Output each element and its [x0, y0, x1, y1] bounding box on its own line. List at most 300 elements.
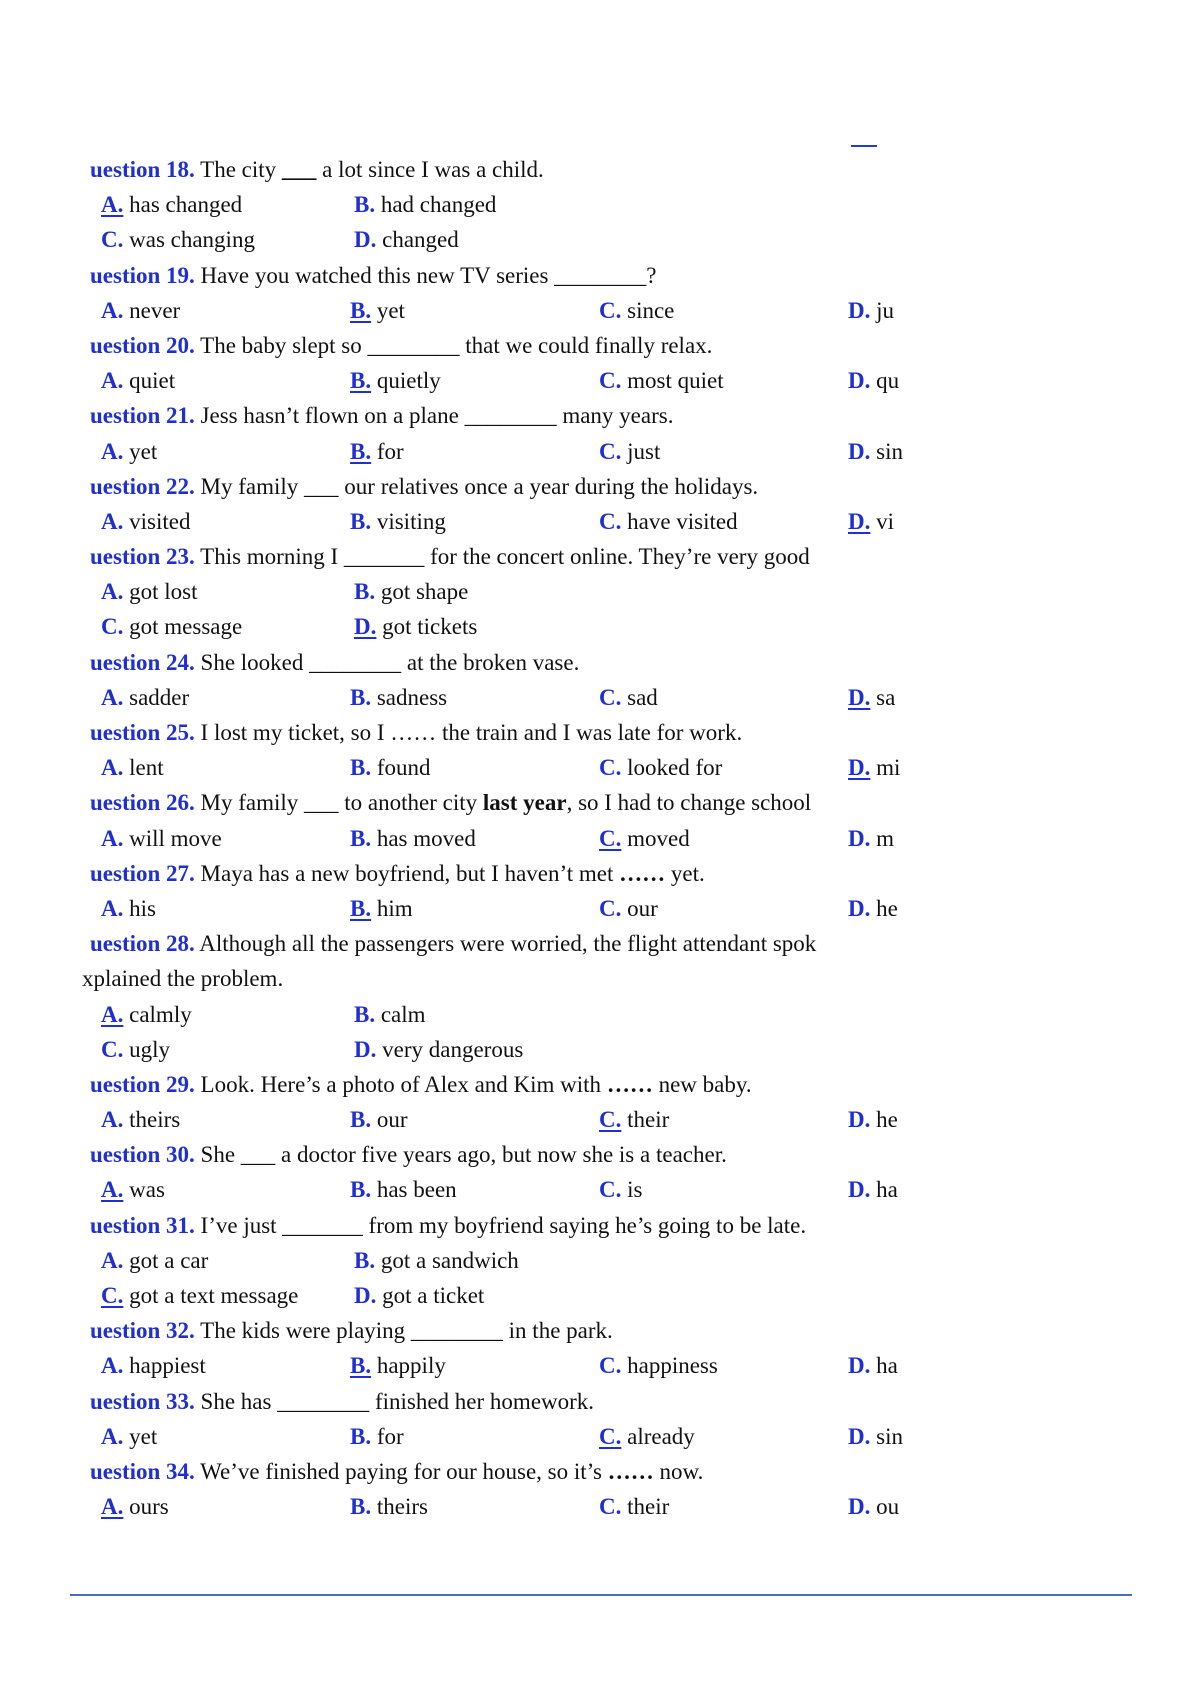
question-stem: [90, 785, 1130, 820]
question-text: Jess hasn’t flown on a plane ________ many years.: [200, 403, 674, 429]
option-text: ju: [876, 297, 895, 323]
answer-option[interactable]: [101, 293, 350, 328]
option-letter: C.: [599, 1177, 622, 1203]
question-number: uestion 18.: [90, 157, 195, 182]
question-stem: [90, 1137, 1130, 1172]
option-letter-correct: B.: [350, 368, 372, 394]
option-text: qu: [876, 368, 900, 394]
answer-option[interactable]: [101, 1489, 350, 1524]
options-row: [101, 363, 1130, 398]
options-row: [101, 821, 1130, 856]
option-letter: C.: [599, 368, 622, 394]
question-block: [90, 645, 1130, 715]
question-text: She looked ________ at the broken vase.: [200, 649, 580, 675]
option-text: had changed: [380, 192, 497, 218]
answer-option[interactable]: [101, 434, 350, 469]
option-text: quiet: [129, 368, 176, 394]
option-letter-correct: A.: [101, 1177, 124, 1203]
option-letter: B.: [350, 1177, 372, 1203]
question-block: [90, 1454, 1130, 1524]
answer-option[interactable]: [101, 574, 354, 609]
question-number: uestion 23.: [90, 544, 195, 570]
options-row: [101, 1032, 1130, 1067]
option-letter: C.: [101, 614, 124, 640]
question-block: [90, 539, 1130, 645]
options-row: [101, 1419, 1130, 1454]
question-number: uestion 20.: [90, 332, 195, 358]
answer-option[interactable]: [101, 891, 350, 926]
option-letter: C.: [599, 1494, 622, 1520]
option-letter-correct: C.: [599, 1107, 622, 1133]
option-text: he: [876, 895, 898, 921]
question-stem: [90, 715, 1130, 750]
question-number: uestion 21.: [90, 403, 195, 429]
option-letter: B.: [350, 1423, 372, 1449]
answer-option[interactable]: [101, 680, 350, 715]
answer-option[interactable]: [599, 363, 848, 398]
option-text: sadder: [129, 684, 190, 710]
option-letter: B.: [350, 825, 372, 851]
option-text: his: [129, 895, 156, 921]
answer-option[interactable]: [350, 750, 599, 785]
answer-option[interactable]: [350, 504, 599, 539]
options-row: [101, 750, 1130, 785]
answer-option[interactable]: [350, 1102, 599, 1137]
question-text: My family ___ to another city: [200, 790, 483, 816]
option-text: already: [627, 1423, 695, 1449]
options-row: [101, 1489, 1130, 1524]
question-text: a lot since I was a child.: [316, 157, 544, 182]
option-letter: B.: [354, 1247, 376, 1273]
question-stem: [90, 469, 1130, 504]
option-text: lent: [129, 755, 164, 781]
answer-option[interactable]: [599, 680, 848, 715]
option-letter: A.: [101, 368, 124, 394]
option-letter: A.: [101, 1107, 124, 1133]
option-text: got a text message: [129, 1283, 299, 1308]
question-text: Although all the passengers were worried, the flight attendant spok: [199, 931, 817, 957]
option-letter: A.: [101, 1423, 124, 1449]
options-row: [101, 1278, 1130, 1313]
option-text: sadness: [376, 684, 448, 710]
question-text-continuation: xplained the problem.: [82, 966, 284, 992]
question-text: Look. Here’s a photo of Alex and Kim with: [200, 1071, 607, 1097]
option-letter-correct: A.: [101, 1494, 124, 1520]
option-letter: D.: [848, 438, 871, 464]
answer-option[interactable]: [848, 434, 903, 469]
question-text: last year: [482, 790, 567, 816]
answer-option[interactable]: [354, 574, 468, 609]
option-text: ha: [876, 1353, 898, 1379]
question-number: uestion 22.: [90, 473, 195, 499]
option-letter-correct: C.: [101, 1283, 124, 1308]
option-letter: A.: [101, 895, 124, 921]
question-block: [90, 1384, 1130, 1454]
question-text: , so I had to change school: [566, 790, 812, 816]
question-stem: [90, 1208, 1130, 1243]
answer-option[interactable]: [599, 434, 848, 469]
option-text: yet: [129, 438, 158, 464]
option-letter: B.: [354, 579, 376, 605]
option-letter: D.: [848, 297, 871, 323]
option-letter: D.: [848, 895, 871, 921]
option-letter: D.: [354, 227, 377, 253]
option-letter: D.: [848, 1177, 871, 1203]
question-number: uestion 24.: [90, 649, 195, 675]
question-number: uestion 28.: [90, 931, 195, 957]
answer-option[interactable]: [350, 891, 599, 926]
option-text: vi: [876, 508, 895, 534]
option-letter: A.: [101, 1247, 124, 1273]
option-text: their: [627, 1107, 670, 1133]
question-stem: [90, 1067, 1130, 1102]
answer-option[interactable]: [101, 1278, 354, 1313]
option-letter: C.: [599, 755, 622, 781]
option-text: our: [627, 895, 658, 921]
option-text: happiest: [129, 1353, 206, 1379]
answer-option[interactable]: [354, 187, 496, 222]
option-text: sa: [876, 684, 896, 710]
answer-option[interactable]: [101, 504, 350, 539]
option-text: ugly: [129, 1036, 171, 1062]
option-letter: B.: [350, 1107, 372, 1133]
option-text: ou: [876, 1494, 900, 1520]
option-text: since: [627, 297, 675, 323]
option-text: has been: [376, 1177, 457, 1203]
option-text: sad: [627, 684, 658, 710]
option-text: have visited: [627, 508, 738, 534]
option-letter-correct: D.: [354, 614, 377, 640]
answer-option[interactable]: [350, 821, 599, 856]
question-text: This morning I _______ for the concert online. They’re very good: [200, 544, 810, 570]
question-stem: [90, 645, 1130, 680]
option-letter-correct: C.: [599, 1423, 622, 1449]
option-letter: D.: [848, 1107, 871, 1133]
question-number: uestion 31.: [90, 1212, 195, 1238]
question-block: [90, 715, 1130, 785]
answer-option[interactable]: [101, 1032, 354, 1067]
option-letter: C.: [599, 508, 622, 534]
answer-option[interactable]: [350, 1348, 599, 1383]
answer-option[interactable]: [848, 504, 894, 539]
question-text: The city: [200, 157, 282, 182]
footer-rule: [70, 1594, 1132, 1596]
answer-option[interactable]: [354, 1032, 523, 1067]
answer-option[interactable]: [354, 222, 459, 257]
option-text: moved: [627, 825, 690, 851]
option-letter-correct: D.: [848, 755, 871, 781]
question-block: [90, 1067, 1130, 1137]
answer-option[interactable]: [599, 891, 848, 926]
options-row: [101, 1102, 1130, 1137]
question-number: uestion 30.: [90, 1142, 195, 1168]
option-text: got a ticket: [382, 1283, 485, 1308]
option-text: theirs: [376, 1494, 428, 1520]
answer-option[interactable]: [354, 997, 426, 1032]
question-text: She has ________ finished her homework.: [200, 1388, 595, 1414]
question-text: We’ve finished paying for our house, so it’s: [200, 1458, 608, 1484]
answer-option[interactable]: [848, 891, 898, 926]
question-block: [90, 856, 1130, 926]
option-letter-correct: B.: [350, 1353, 372, 1379]
question-text: My family ___ our relatives once a year during the holidays.: [200, 473, 759, 499]
answer-option[interactable]: [350, 293, 599, 328]
question-text: Have you watched this new TV series ________?: [200, 262, 657, 288]
question-text: now.: [653, 1458, 704, 1484]
question-number: uestion 26.: [90, 790, 195, 816]
option-text: calmly: [129, 1001, 192, 1027]
option-text: has changed: [129, 192, 243, 218]
option-letter: C.: [599, 438, 622, 464]
answer-option[interactable]: [101, 609, 354, 644]
option-letter: D.: [848, 368, 871, 394]
option-text: sin: [876, 438, 903, 464]
option-letter: A.: [101, 508, 124, 534]
option-text: got lost: [129, 579, 198, 605]
option-text: got tickets: [382, 614, 478, 640]
answer-option[interactable]: [350, 363, 599, 398]
answer-option[interactable]: [350, 1419, 599, 1454]
answer-option[interactable]: [599, 1102, 848, 1137]
option-text: happily: [376, 1353, 446, 1379]
option-text: got a car: [129, 1247, 209, 1273]
option-text: got a sandwich: [380, 1247, 519, 1273]
answer-option[interactable]: [848, 821, 894, 856]
answer-option[interactable]: [354, 1243, 519, 1278]
options-row: [101, 187, 1130, 222]
option-letter: A.: [101, 438, 124, 464]
option-text: has moved: [376, 825, 476, 851]
option-letter: A.: [101, 755, 124, 781]
answer-option[interactable]: [101, 1419, 350, 1454]
question-text: I lost my ticket, so I …… the train and I was late for work.: [200, 720, 743, 745]
question-block: [90, 1313, 1130, 1383]
question-text: ___: [281, 157, 317, 182]
answer-option[interactable]: [599, 1419, 848, 1454]
question-stem: [90, 258, 1130, 293]
option-text: just: [627, 438, 661, 464]
answer-option[interactable]: [101, 1172, 350, 1207]
question-number: uestion 27.: [90, 860, 195, 886]
answer-option[interactable]: [354, 1278, 484, 1313]
question-text: new baby.: [652, 1071, 752, 1097]
option-letter: C.: [599, 297, 622, 323]
question-text: The baby slept so ________ that we could finally relax.: [200, 332, 713, 358]
options-row: [101, 1243, 1130, 1278]
options-row: [101, 293, 1130, 328]
question-block: [90, 1137, 1130, 1207]
answer-option[interactable]: [101, 750, 350, 785]
option-letter: C.: [101, 227, 124, 253]
option-text: looked for: [627, 755, 723, 781]
answer-option[interactable]: [350, 680, 599, 715]
option-letter: D.: [848, 1494, 871, 1520]
option-text: sin: [876, 1423, 903, 1449]
option-text: for: [376, 438, 404, 464]
option-text: yet: [376, 297, 405, 323]
question-stem: [90, 539, 1130, 574]
option-text: was changing: [129, 227, 255, 253]
question-text: The kids were playing ________ in the park.: [200, 1318, 613, 1344]
option-letter: C.: [101, 1036, 124, 1062]
question-stem: [90, 1384, 1130, 1419]
option-text: theirs: [129, 1107, 181, 1133]
option-text: ha: [876, 1177, 898, 1203]
answer-option[interactable]: [848, 1419, 903, 1454]
answer-option[interactable]: [350, 1489, 599, 1524]
options-row: [101, 680, 1130, 715]
option-letter: A.: [101, 684, 124, 710]
top-underline-mark: [851, 145, 877, 147]
option-text: yet: [129, 1423, 158, 1449]
options-row: [101, 1348, 1130, 1383]
question-text: Maya has a new boyfriend, but I haven’t met: [200, 860, 620, 886]
question-stem: [90, 1454, 1130, 1489]
question-text: ……: [607, 1458, 654, 1484]
option-letter-correct: A.: [101, 1001, 124, 1027]
options-row: [101, 574, 1130, 609]
answer-option[interactable]: [101, 363, 350, 398]
question-stem: [90, 328, 1130, 363]
answer-option[interactable]: [350, 1172, 599, 1207]
answer-option[interactable]: [101, 997, 354, 1032]
answer-option[interactable]: [599, 750, 848, 785]
option-text: calm: [380, 1001, 426, 1027]
answer-option[interactable]: [101, 187, 354, 222]
option-letter: A.: [101, 297, 124, 323]
answer-option[interactable]: [848, 1102, 898, 1137]
question-block: [90, 1208, 1130, 1314]
option-text: happiness: [627, 1353, 718, 1379]
question-block: [82, 926, 1130, 1067]
answer-option[interactable]: [848, 363, 899, 398]
option-letter: B.: [350, 508, 372, 534]
option-letter: B.: [354, 192, 376, 218]
option-text: very dangerous: [382, 1036, 524, 1062]
option-letter: C.: [599, 895, 622, 921]
question-number: uestion 29.: [90, 1071, 195, 1097]
option-letter: D.: [848, 825, 871, 851]
option-letter: B.: [350, 684, 372, 710]
option-letter-correct: B.: [350, 297, 372, 323]
question-block: [90, 785, 1130, 855]
option-letter-correct: D.: [848, 684, 871, 710]
question-stem: [90, 398, 1130, 433]
answer-option[interactable]: [848, 750, 900, 785]
question-stem: [90, 856, 1130, 891]
answer-option[interactable]: [101, 222, 354, 257]
option-letter-correct: B.: [350, 438, 372, 464]
options-row: [101, 222, 1130, 257]
option-text: visiting: [376, 508, 446, 534]
question-stem: [90, 926, 1130, 961]
option-text: will move: [129, 825, 222, 851]
question-block: [90, 328, 1130, 398]
options-row: [101, 997, 1130, 1032]
options-row: [101, 434, 1130, 469]
answer-option[interactable]: [599, 1348, 848, 1383]
option-letter: B.: [350, 755, 372, 781]
options-row: [101, 609, 1130, 644]
option-letter-correct: B.: [350, 895, 372, 921]
options-row: [101, 891, 1130, 926]
option-letter: B.: [350, 1494, 372, 1520]
option-letter-correct: A.: [101, 192, 124, 218]
option-letter: D.: [848, 1353, 871, 1379]
answer-option[interactable]: [101, 821, 350, 856]
question-list: [82, 152, 1130, 1524]
question-text: She ___ a doctor five years ago, but now she is a teacher.: [200, 1142, 727, 1168]
answer-option[interactable]: [848, 293, 894, 328]
option-text: quietly: [376, 368, 441, 394]
option-letter: B.: [354, 1001, 376, 1027]
option-letter: D.: [848, 1423, 871, 1449]
answer-option[interactable]: [848, 1348, 898, 1383]
question-number: uestion 34.: [90, 1458, 195, 1484]
option-text: is: [627, 1177, 643, 1203]
option-letter: A.: [101, 579, 124, 605]
answer-option[interactable]: [599, 293, 848, 328]
option-text: was: [129, 1177, 165, 1203]
question-block: [90, 152, 1130, 258]
answer-option[interactable]: [101, 1102, 350, 1137]
answer-option[interactable]: [848, 680, 895, 715]
option-text: got shape: [380, 579, 469, 605]
option-letter: A.: [101, 825, 124, 851]
option-text: ours: [129, 1494, 169, 1520]
option-text: changed: [382, 227, 459, 253]
question-stem: [90, 1313, 1130, 1348]
question-text: I’ve just _______ from my boyfriend saying he’s going to be late.: [200, 1212, 807, 1238]
option-text: their: [627, 1494, 670, 1520]
option-text: m: [876, 825, 895, 851]
answer-option[interactable]: [599, 1172, 848, 1207]
answer-option[interactable]: [350, 434, 599, 469]
option-text: him: [376, 895, 413, 921]
option-text: our: [376, 1107, 408, 1133]
answer-option[interactable]: [848, 1172, 898, 1207]
option-text: most quiet: [627, 368, 724, 394]
question-number: uestion 33.: [90, 1388, 195, 1414]
question-text: yet.: [665, 860, 705, 886]
question-stem: [90, 152, 1130, 187]
question-block: [90, 258, 1130, 328]
answer-option[interactable]: [101, 1243, 354, 1278]
option-text: visited: [129, 508, 191, 534]
option-text: got message: [129, 614, 243, 640]
options-row: [101, 1172, 1130, 1207]
answer-option[interactable]: [599, 821, 848, 856]
option-text: for: [376, 1423, 404, 1449]
option-text: he: [876, 1107, 898, 1133]
option-letter: D.: [354, 1036, 377, 1062]
question-number: uestion 25.: [90, 720, 195, 745]
option-letter: C.: [599, 684, 622, 710]
option-letter: C.: [599, 1353, 622, 1379]
answer-option[interactable]: [354, 609, 477, 644]
option-letter-correct: D.: [848, 508, 871, 534]
answer-option[interactable]: [848, 1489, 899, 1524]
answer-option[interactable]: [101, 1348, 350, 1383]
question-text: ……: [619, 860, 666, 886]
question-number: uestion 32.: [90, 1318, 195, 1344]
option-text: mi: [876, 755, 901, 781]
option-text: never: [129, 297, 181, 323]
answer-option[interactable]: [599, 504, 848, 539]
question-number: uestion 19.: [90, 262, 195, 288]
question-block: [90, 469, 1130, 539]
answer-option[interactable]: [599, 1489, 848, 1524]
